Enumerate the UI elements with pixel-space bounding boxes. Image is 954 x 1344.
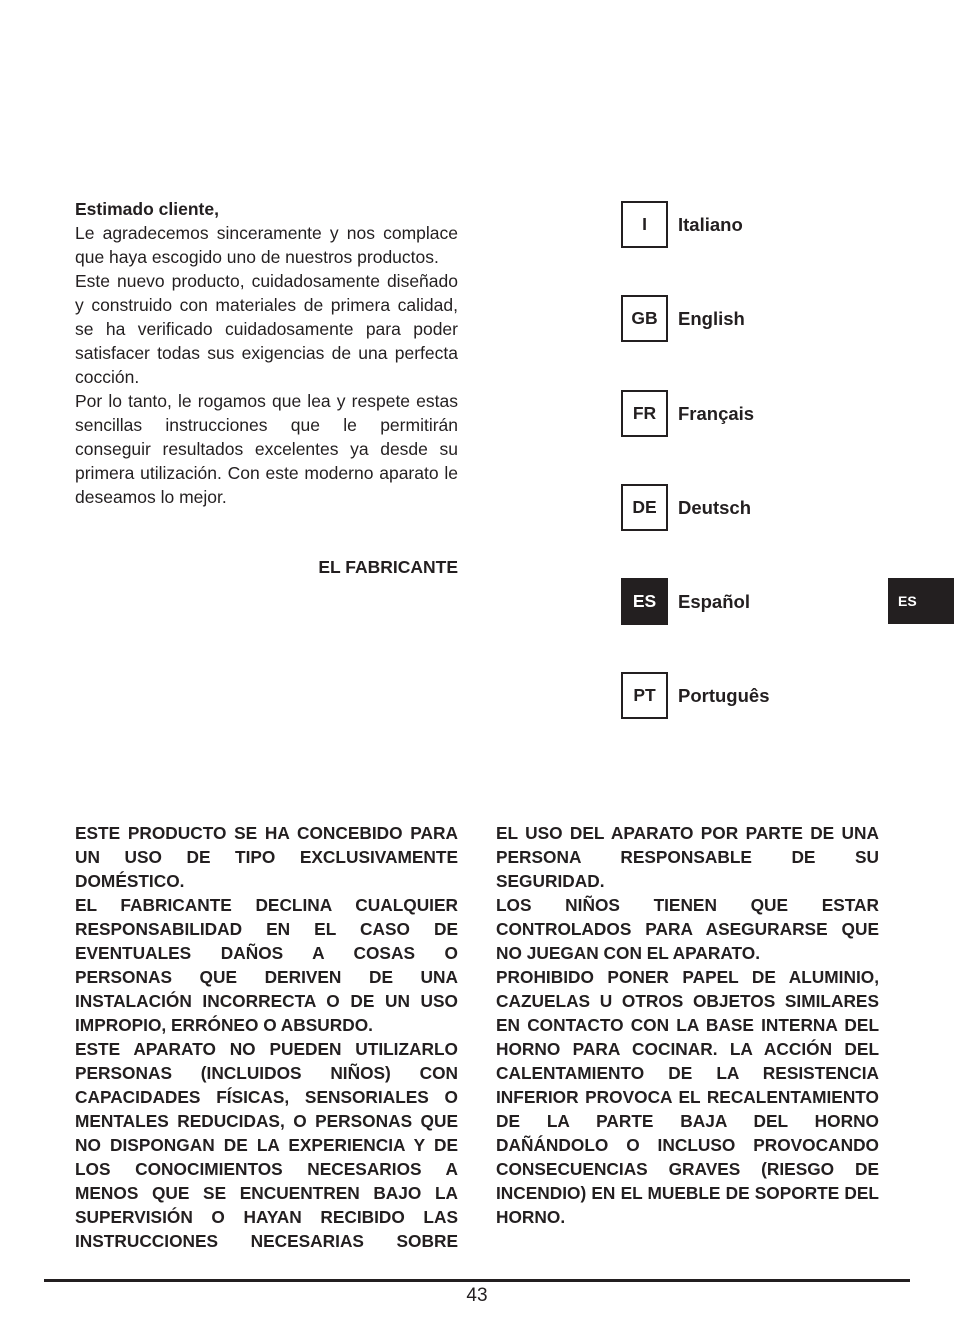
language-name: Español	[678, 590, 750, 612]
intro-paragraph: Por lo tanto, le rogamos que lea y respete estas sencillas instrucciones que le permitirán conseguir resultados excelentes ya desde su primera utilización. Con este moderno aparato le deseamos lo mejor.	[75, 391, 458, 507]
language-code-box: DE	[621, 484, 668, 531]
warning-paragraph: ESTE PRODUCTO SE HA CONCEBIDO PARA UN USO DE TIPO EXCLUSIVAMENTE DOMÉSTICO.	[75, 823, 458, 891]
language-code-box-active: ES	[621, 578, 668, 625]
warning-paragraph: PROHIBIDO PONER PAPEL DE ALUMINIO, CAZUELAS U OTROS OBJETOS SIMILARES EN CONTACTO CON LA BASE INTERNA DEL HORNO PARA COCINAR. LA ACCIÓN DEL CALENTAMIENTO DE LA RESISTENCIA INFERIOR PROVOCA EL RECALENTAMIENTO DE LA PARTE BAJA DEL HORNO DAÑÁNDOLO O INCLUSO PROVOCANDO CONSECUENCIAS GRAVES (RIESGO DE INCENDIO) EN EL MUEBLE DE SOPORTE DEL HORNO.	[496, 967, 879, 1227]
warning-paragraph: EL USO DEL APARATO POR PARTE DE UNA PERSONA RESPONSABLE DE SU SEGURIDAD.	[496, 823, 879, 891]
section-tab-es[interactable]: ES	[888, 578, 954, 624]
intro-paragraph: Le agradecemos sinceramente y nos complace que haya escogido uno de nuestros productos.	[75, 223, 458, 267]
warning-paragraph: ESTE APARATO NO PUEDEN UTILIZARLO PERSONAS (INCLUIDOS NIÑOS) CON CAPACIDADES FÍSICAS, SENSORIALES O MENTALES REDUCIDAS, O PERSONAS QUE NO DISPONGAN DE LA EXPERIENCIA Y DE LOS CONOCIMIENTOS NECESARIOS A MENOS QUE SE ENCUENTREN BAJO LA SUPERVISIÓN O HAYAN RECIBIDO LAS INSTRUCCIONES NECESARIAS SOBRE	[75, 1039, 458, 1251]
language-item-english[interactable]	[621, 295, 745, 342]
language-item-francais[interactable]	[621, 390, 754, 437]
greeting: Estimado cliente,	[75, 199, 219, 219]
language-name: Italiano	[678, 213, 743, 235]
language-item-espanol-active[interactable]	[621, 578, 750, 625]
intro-letter	[75, 197, 458, 509]
page-number: 43	[466, 1285, 488, 1306]
language-name: English	[678, 307, 745, 329]
language-code-box: I	[621, 201, 668, 248]
warning-paragraph: LOS NIÑOS TIENEN QUE ESTAR CONTROLADOS PARA ASEGURARSE QUE NO JUEGAN CON EL APARATO.	[496, 895, 879, 963]
footer-divider	[44, 1279, 910, 1282]
signature: EL FABRICANTE	[318, 557, 458, 577]
language-code-box: GB	[621, 295, 668, 342]
language-name: Français	[678, 402, 755, 424]
language-code-box: FR	[621, 390, 668, 437]
language-item-italiano[interactable]	[621, 201, 743, 248]
language-name: Deutsch	[678, 496, 751, 518]
warning-column-left	[75, 821, 458, 1253]
language-item-portugues[interactable]	[621, 672, 769, 719]
language-item-deutsch[interactable]	[621, 484, 751, 531]
intro-paragraph: Este nuevo producto, cuidadosamente diseñado y construido con materiales de primera calidad, se ha verificado cuidadosamente para poder satisfacer todas sus exigencias de una perfecta cocción.	[75, 271, 458, 387]
warning-column-right	[496, 821, 879, 1229]
warning-paragraph: EL FABRICANTE DECLINA CUALQUIER RESPONSABILIDAD EN EL CASO DE EVENTUALES DAÑOS A COSAS O PERSONAS QUE DERIVEN DE UNA INSTALACIÓN INCORRECTA O DE UN USO IMPROPIO, ERRÓNEO O ABSURDO.	[75, 895, 458, 1035]
language-name: Português	[678, 684, 770, 706]
language-code-box: PT	[621, 672, 668, 719]
